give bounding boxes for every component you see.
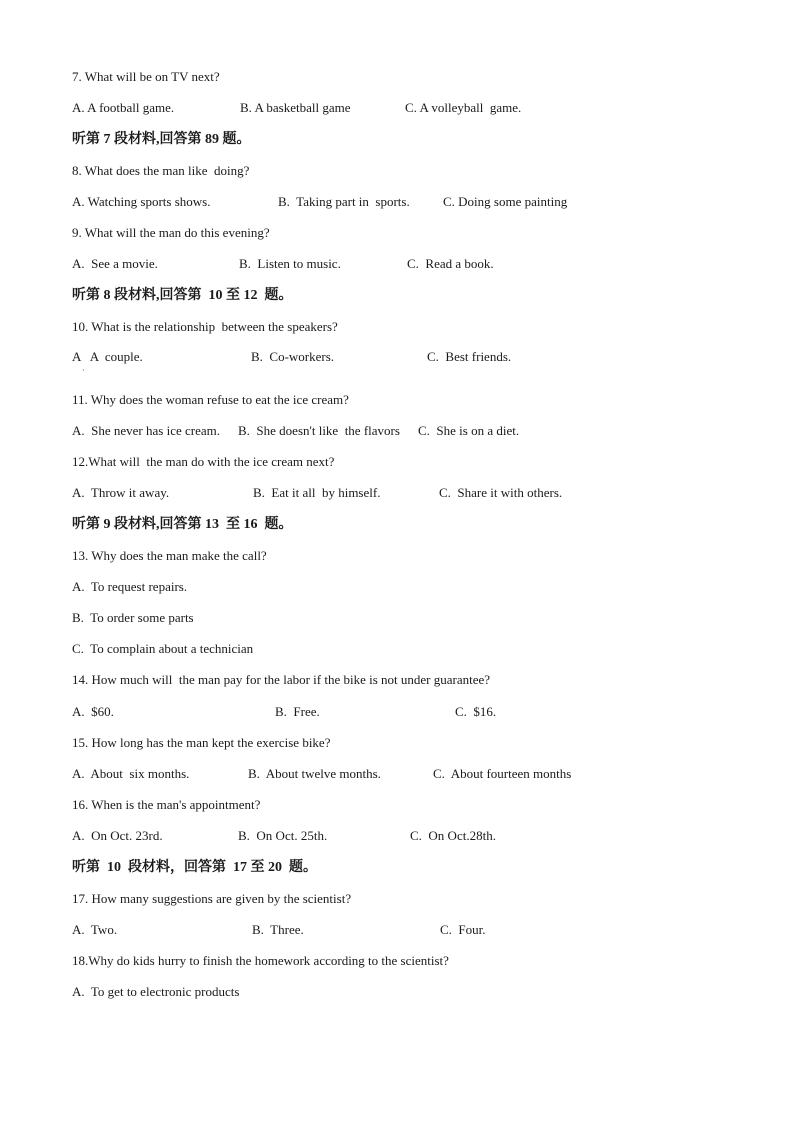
question-text: 11. Why does the woman refuse to eat the ice cream?	[72, 392, 349, 407]
answer-option: C. About fourteen months	[433, 766, 572, 781]
answer-option: B. Free.	[275, 704, 320, 719]
question-text: A. To get to electronic products	[72, 984, 240, 999]
answer-option: C. Four.	[440, 922, 486, 937]
answer-option: B. A basketball game	[240, 100, 351, 115]
answer-option: A. See a movie.	[72, 256, 158, 271]
section-heading: 听第 10 段材料，回答第 17 至 20 题。	[72, 860, 317, 875]
answer-option: A. Two.	[72, 922, 118, 937]
answer-option: B. Listen to music.	[239, 256, 341, 271]
answer-option: A. On Oct. 23rd.	[72, 828, 163, 843]
answer-option: C. Share it with others.	[439, 485, 563, 500]
section-heading: 听第 8 段材料,回答第 10 至 12 题。	[72, 288, 293, 303]
question-text: 9. What will the man do this evening?	[72, 225, 270, 240]
question-text: 17. How many suggestions are given by the scientist?	[72, 891, 352, 906]
question-text: 12.What will the man do with the ice cream next?	[72, 454, 335, 469]
answer-option: A. A football game.	[72, 100, 175, 115]
question-text: 18.Why do kids hurry to finish the homework according to the scientist?	[72, 953, 449, 968]
answer-option: B. Three.	[252, 922, 304, 937]
question-text: 15. How long has the man kept the exercise bike?	[72, 735, 331, 750]
section-heading: 听第 9 段材料,回答第 13 至 16 题。	[72, 517, 293, 532]
answer-option: B. Eat it all by himself.	[253, 485, 381, 500]
answer-option: A. Watching sports shows.	[72, 194, 211, 209]
question-text: 13. Why does the man make the call?	[72, 548, 267, 563]
answer-option: B. She doesn't like the flavors	[238, 423, 400, 438]
answer-option: C. On Oct.28th.	[410, 828, 496, 843]
question-text: 14. How much will the man pay for the labor if the bike is not under guarantee?	[72, 672, 491, 687]
question-text: B. To order some parts	[72, 610, 194, 625]
question-text: 7. What will be on TV next?	[72, 69, 220, 84]
question-text: C. To complain about a technician	[72, 641, 254, 656]
section-heading: 听第 7 段材料,回答第 89 题。	[72, 132, 251, 147]
answer-option: A. $60.	[72, 704, 114, 719]
answer-option: C. A volleyball game.	[405, 100, 522, 115]
question-text: 10. What is the relationship between the speakers?	[72, 319, 338, 334]
question-text: 8. What does the man like doing?	[72, 163, 250, 178]
stray-mark: ·	[82, 366, 85, 375]
question-text: A. To request repairs.	[72, 579, 188, 594]
answer-option: A. She never has ice cream.	[72, 423, 220, 438]
answer-option: A A couple.	[72, 349, 143, 364]
answer-option: B. Co-workers.	[251, 349, 335, 364]
answer-option: B. About twelve months.	[248, 766, 381, 781]
question-text: 16. When is the man's appointment?	[72, 797, 261, 812]
answer-option: B. On Oct. 25th.	[238, 828, 328, 843]
answer-option: A. About six months.	[72, 766, 190, 781]
answer-option: C. Read a book.	[407, 256, 494, 271]
answer-option: A. Throw it away.	[72, 485, 170, 500]
answer-option: C. She is on a diet.	[418, 423, 520, 438]
answer-option: C. Doing some painting	[443, 194, 568, 209]
answer-option: C. $16.	[455, 704, 497, 719]
answer-option: C. Best friends.	[427, 349, 512, 364]
answer-option: B. Taking part in sports.	[278, 194, 410, 209]
